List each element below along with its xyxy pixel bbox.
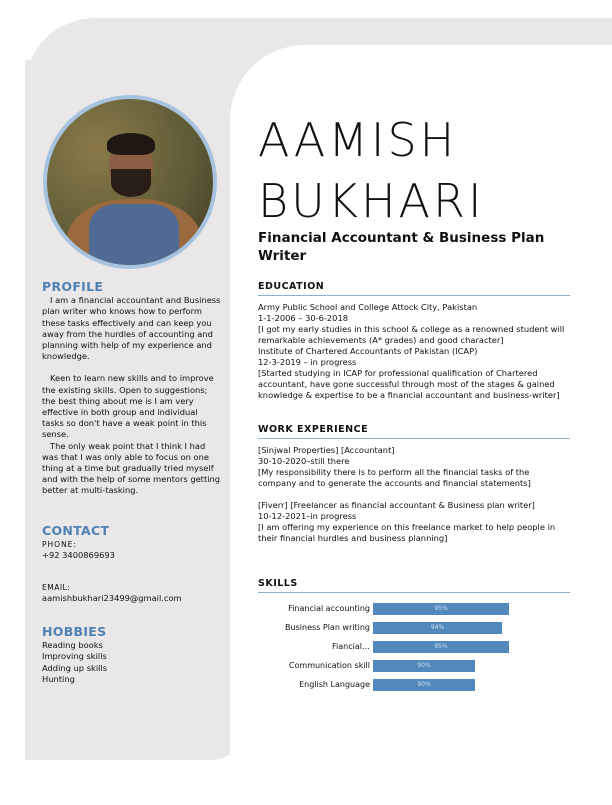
education-line: 1-1-2006 – 30-6-2018 [258, 313, 349, 323]
name-first: AAMISH [258, 113, 458, 167]
skill-label: English Language [299, 680, 370, 689]
work-heading: WORK EXPERIENCE [258, 424, 570, 439]
profile-paragraph: I am a financial accountant and Business plan writer who knows how to perform these tasks effectively and can keep you away from the hurdles of accounting and planning with help of my experience and knowledge. [42, 295, 221, 362]
job-desc: [My responsibility there is to perform all the financial tasks of the company and to generate the accounts and financial statements] [258, 467, 531, 488]
hobbies-section [42, 626, 222, 685]
education-heading: EDUCATION [258, 281, 570, 296]
job-company: [Sinjwal Properties] [Accountant] [258, 445, 395, 455]
education-line: 12-3-2019 – in progress [258, 357, 357, 367]
skill-row [258, 660, 570, 674]
profile-section [42, 281, 222, 497]
job-dates: 10-12-2021–in progress [258, 511, 357, 521]
education-line: [I got my early studies in this school & college as a renowned student will remarkable achievements (A* grades) and good character] [258, 324, 565, 345]
hobby-item: Adding up skills [42, 662, 108, 673]
skills-section [258, 578, 570, 599]
skill-label: Fiancial… [332, 642, 370, 651]
work-section [258, 424, 570, 544]
phone-value: +92 3400869693 [42, 550, 115, 561]
skill-bar: 95% [373, 603, 509, 615]
profile-photo [43, 95, 217, 269]
skills-heading: SKILLS [258, 578, 570, 593]
contact-heading: CONTACT [42, 523, 110, 538]
skill-row [258, 622, 570, 636]
phone-label: PHONE: [42, 540, 77, 550]
profile-heading: PROFILE [42, 279, 104, 294]
skill-bar: 95% [373, 641, 509, 653]
skill-label: Communication skill [288, 661, 370, 670]
skill-bar: 90% [373, 679, 475, 691]
job-desc: [I am offering my experience on this freelance market to help people in their financial hurdles and business planning] [258, 522, 556, 543]
skill-row [258, 641, 570, 655]
job-title: Financial Accountant & Business Plan Writer [258, 230, 545, 264]
hobby-item: Hunting [42, 673, 75, 684]
skill-row [258, 679, 570, 693]
profile-paragraph: Keen to learn new skills and to improve the existing skills. Open to suggestions; the best thing about me is I am very effective in both group and individual tasks so don't have a weak point in this sense. [42, 373, 214, 440]
profile-paragraph: The only weak point that I think I had was that I was only able to focus on one thing at a time but gradually tried myself and with the help of some mentors getting better at multi-tasking. [42, 440, 221, 496]
hobby-item: Reading books [42, 640, 103, 651]
education-line: [Started studying in ICAP for professional qualification of Chartered accountant, have gone successful through most of the stages & gained knowledge & expertise to be a financial accountant and business-writer] [258, 368, 560, 400]
skill-label: Business Plan writing [285, 623, 370, 632]
skill-bar: 94% [373, 622, 502, 634]
education-section [258, 281, 570, 401]
hobby-item: Improving skills [42, 651, 107, 662]
skill-row [258, 603, 570, 617]
skill-label: Financial accounting [288, 604, 370, 613]
skill-bar: 90% [373, 660, 475, 672]
education-line: Army Public School and College Attock City, Pakistan [258, 302, 478, 312]
education-line: Institute of Chartered Accountants of Pakistan (ICAP) [258, 346, 478, 356]
contact-section [42, 525, 222, 604]
name-last: BUKHARI [258, 174, 485, 228]
job-company: [Fiverr] [Freelancer as financial accountant & Business plan writer] [258, 500, 535, 510]
job-dates: 30-10-2020–still there [258, 456, 350, 466]
hobbies-heading: HOBBIES [42, 624, 107, 639]
email-label: EMAIL: [42, 582, 71, 592]
email-value[interactable]: aamishbukhari23499@gmail.com [42, 592, 182, 603]
